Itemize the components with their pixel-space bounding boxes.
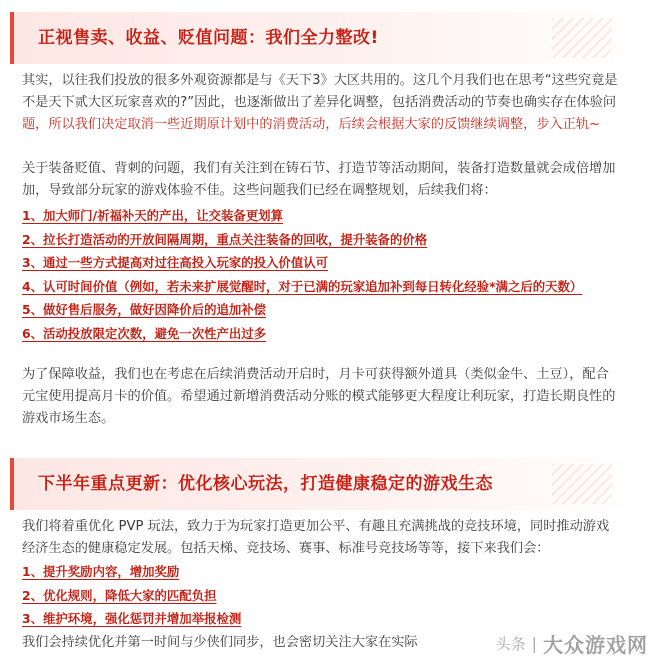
paragraph-line: 经济生态的健康稳定发展。包括天梯、竞技场、赛事、标准号竞技场等等，接下来我们会： — [22, 541, 550, 556]
paragraph-line: 不是天下贰大区玩家喜欢的?”因此，也逐渐做出了差异化调整，包括消费活动的节奏也确实存在体验问 — [22, 95, 617, 110]
list-item: 1、加大师门/祈福补天的产出，让交装备更划算 — [22, 208, 283, 223]
list-item: 1、提升奖励内容，增加奖励 — [22, 564, 180, 579]
list-item: 3、通过一些方式提高对过往高投入玩家的投入价值认可 — [22, 255, 328, 271]
section2-paragraph-1 — [22, 516, 642, 560]
section1-action-list — [22, 204, 642, 346]
section2-banner — [10, 458, 640, 510]
list-item: 3、维护环境，强化惩罚并增加举报检测 — [22, 611, 242, 627]
paragraph-line: 加，导致部分玩家的游戏体验不佳。这些问题我们已经在调整规划，后续我们将： — [22, 183, 497, 198]
section1-paragraph-1 — [22, 70, 642, 136]
list-item: 4、认可时间价值（例如，若未来扩展觉醒时，对于已满的玩家追加补到每日转化经验*满之后的天数） — [22, 278, 583, 294]
paragraph-line: 游戏市场生态。 — [22, 411, 115, 426]
watermark-site-name: 大众游戏网 — [543, 632, 648, 657]
list-item: 2、拉长打造活动的开放间隔周期，重点关注装备的回收，提升装备的价格 — [22, 231, 428, 247]
section2-title: 下半年重点更新：优化核心玩法，打造健康稳定的游戏生态 — [38, 474, 493, 494]
paragraph-line: 题，所以我们决定取消一些近期原计划中的消费活动，后续会根据大家的反馈继续调整，步入正轨~ — [22, 117, 601, 132]
section2-action-list — [22, 560, 642, 631]
paragraph-line: 为了保障收益，我们也在考虑在后续消费活动开启时，月卡可获得额外道具（类似金牛、土豆），配合 — [22, 367, 609, 382]
section1-paragraph-2 — [22, 158, 642, 202]
paragraph-line: 其实，以往我们投放的很多外观资源都是与《天下3》大区共用的。这几个月我们也在思考“这些究竟是 — [22, 73, 618, 88]
watermark-separator: | — [531, 633, 537, 653]
section1-title: 正视售卖、收益、贬值问题：我们全力整改! — [38, 28, 379, 48]
paragraph-line: 元宝使用提高月卡的价值。希望通过新增消费活动分账的模式能够更大程度让利玩家，打造长期良性的 — [22, 389, 616, 404]
section1-paragraph-3 — [22, 364, 642, 430]
paragraph-line: 我们将着重优化 PVP 玩法，致力于为玩家打造更加公平、有趣且充满挑战的竞技环境，同时推动游戏 — [22, 519, 610, 534]
watermark — [496, 630, 648, 656]
list-item: 5、做好售后服务，做好因降价后的追加补偿 — [22, 302, 267, 318]
list-item: 6、活动投放限定次数，避免一次性产出过多 — [22, 325, 267, 341]
paragraph-line: 我们会持续优化并第一时间与少侠们同步，也会密切关注大家在实际 — [22, 635, 418, 650]
paragraph-line: 关于装备贬值、背刺的问题，我们有关注到在铸石节、打造节等活动期间，装备打造数量就会成倍增加 — [22, 161, 616, 176]
toutiao-logo: 头条 — [495, 634, 526, 653]
section1-banner — [10, 12, 640, 64]
list-item: 2、优化规则，降低大家的匹配负担 — [22, 587, 217, 603]
